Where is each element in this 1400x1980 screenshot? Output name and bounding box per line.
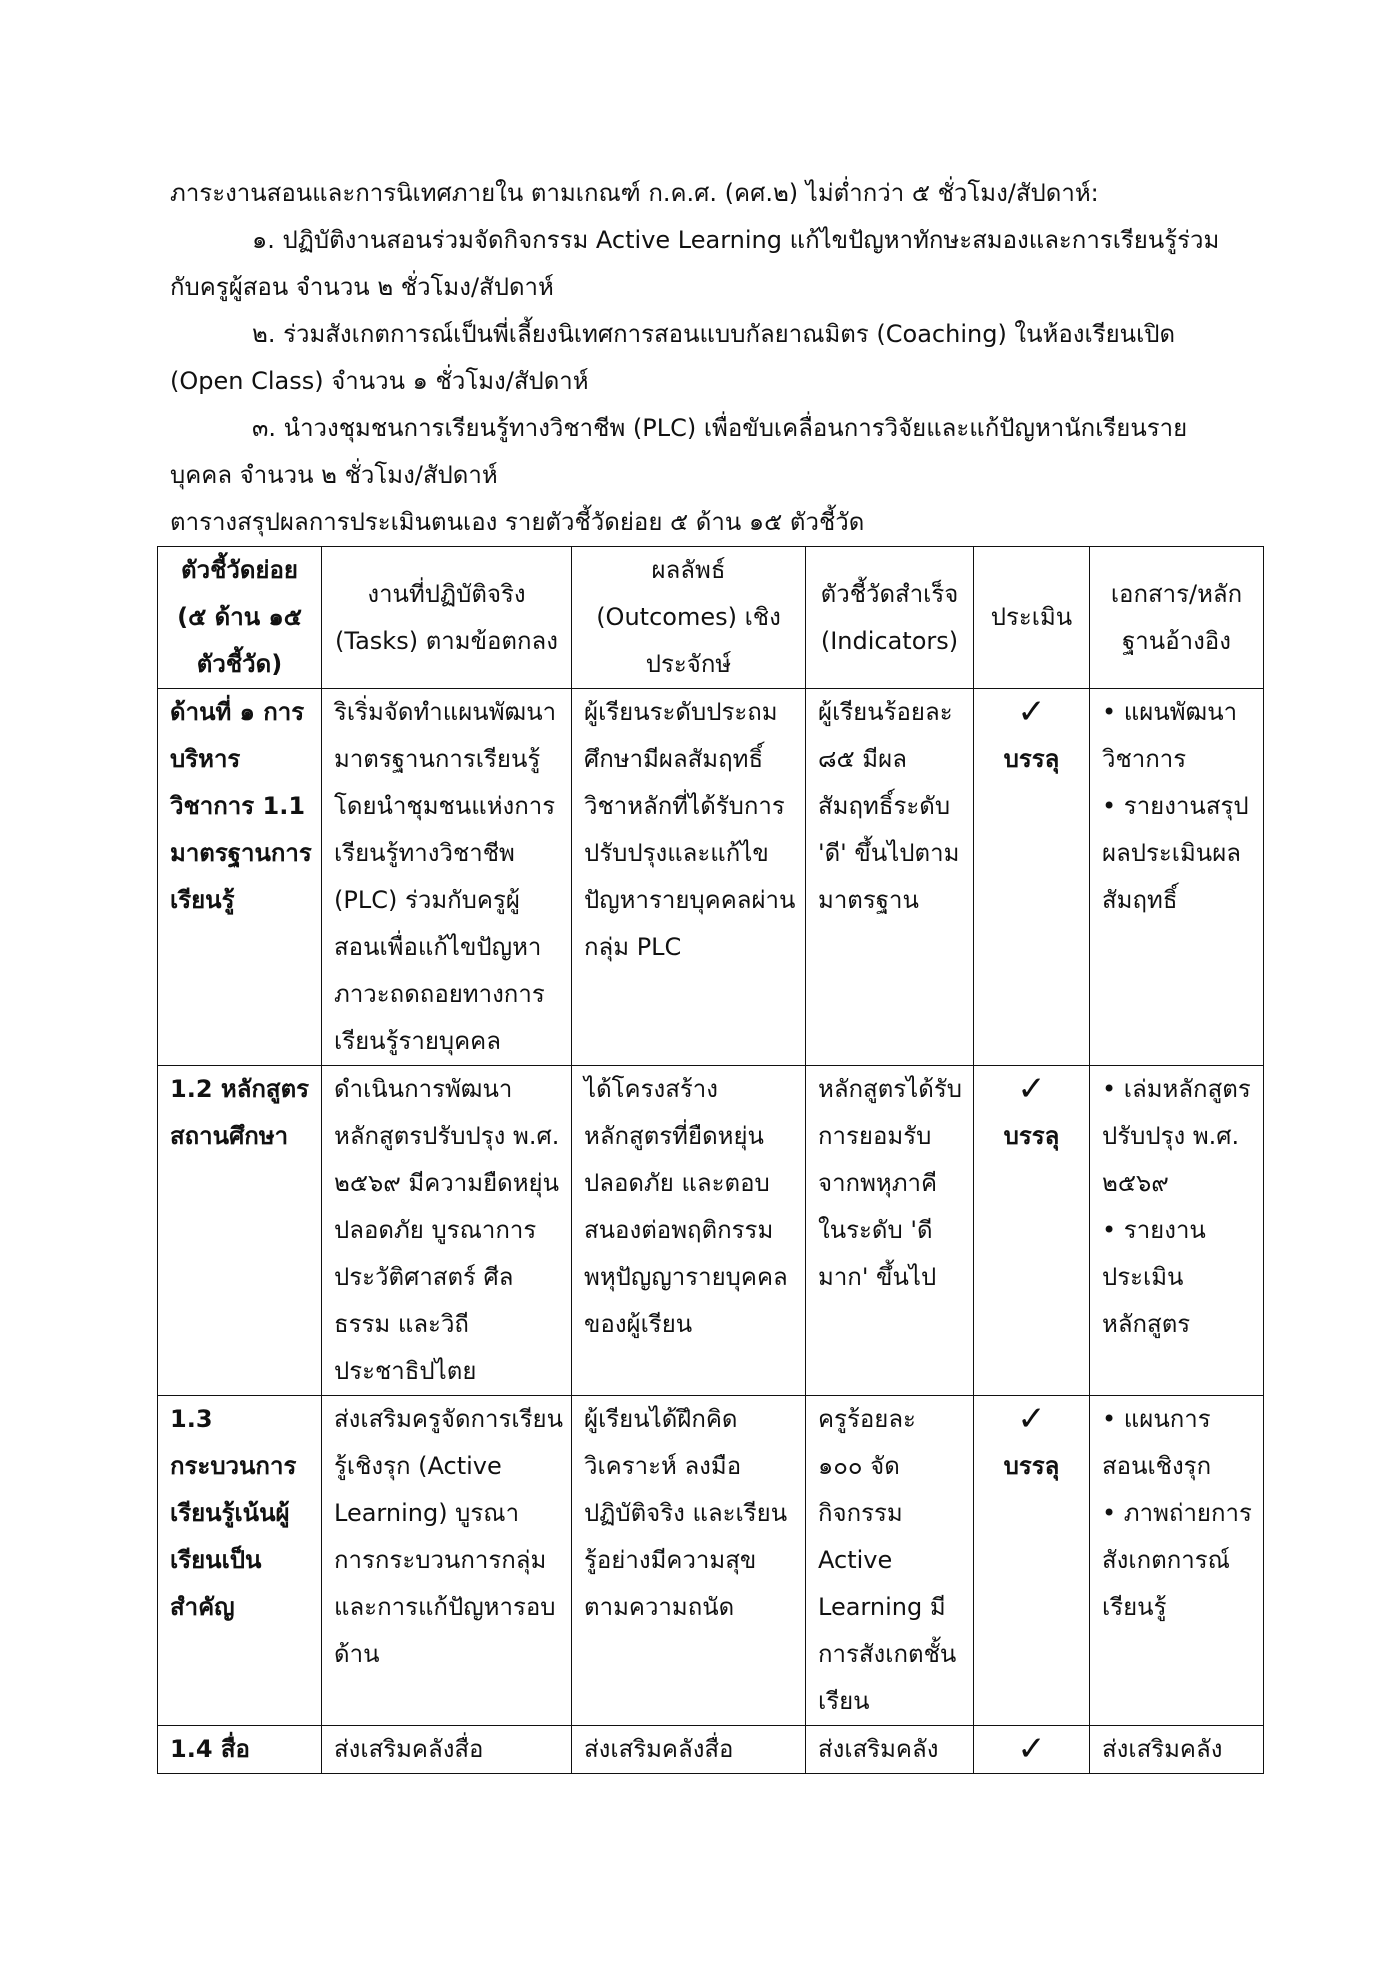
evidence-item: • รายงานประเมินหลักสูตร [1102, 1207, 1255, 1348]
task-cell: ส่งเสริมครูจัดการเรียนรู้เชิงรุก (Active Learning) บูรณาการกระบวนการกลุ่มและการแก้ปัญหารอบด้าน [322, 1396, 572, 1726]
checkmark-icon: ✓ [1017, 1729, 1046, 1769]
assessment-result: บรรลุ [1003, 1122, 1060, 1150]
outcome-cell: ได้โครงสร้างหลักสูตรที่ยืดหยุ่น ปลอดภัย และตอบสนองต่อพฤติกรรมพหุปัญญารายบุคคลของผู้เรียน [572, 1066, 806, 1396]
evidence-cell [1090, 689, 1264, 1066]
checkmark-icon: ✓ [1017, 1069, 1046, 1109]
workload-item-2 [170, 311, 1240, 405]
assessment-cell [974, 1066, 1090, 1396]
success-cell: หลักสูตรได้รับการยอมรับจากพหุภาคีในระดับ 'ดีมาก' ขึ้นไป [806, 1066, 974, 1396]
table-row [158, 1396, 1264, 1726]
header-success-indicators: ตัวชี้วัดสำเร็จ (Indicators) [806, 547, 974, 689]
evidence-cell [1090, 1396, 1264, 1726]
assessment-cell [974, 1396, 1090, 1726]
task-cell: ส่งเสริมคลังสื่อ [322, 1726, 572, 1774]
indicator-cell: 1.3 กระบวนการเรียนรู้เน้นผู้เรียนเป็นสำคัญ [158, 1396, 322, 1726]
header-assessment: ประเมิน [974, 547, 1090, 689]
evidence-cell: ส่งเสริมคลัง [1090, 1726, 1264, 1774]
self-assessment-table [157, 546, 1264, 1774]
indicator-cell: ด้านที่ ๑ การบริหารวิชาการ 1.1 มาตรฐานการเรียนรู้ [158, 689, 322, 1066]
success-cell: ครูร้อยละ ๑๐๐ จัดกิจกรรม Active Learning มีการสังเกตชั้นเรียน [806, 1396, 974, 1726]
outcome-cell: ผู้เรียนระดับประถมศึกษามีผลสัมฤทธิ์วิชาหลักที่ได้รับการปรับปรุงและแก้ไขปัญหารายบุคคลผ่านกลุ่ม PLC [572, 689, 806, 1066]
table-row [158, 1726, 1264, 1774]
assessment-cell [974, 1726, 1090, 1774]
assessment-result: บรรลุ [1003, 745, 1060, 773]
checkmark-icon: ✓ [1017, 692, 1046, 732]
intro-paragraph: ภาระงานสอนและการนิเทศภายใน ตามเกณฑ์ ก.ค.ศ. (คศ.๒) ไม่ต่ำกว่า ๕ ชั่วโมง/สัปดาห์: [170, 179, 1099, 207]
workload-item-1-text: ๑. ปฏิบัติงานสอนร่วมจัดกิจกรรม Active Learning แก้ไขปัญหาทักษะสมองและการเรียนรู้ร่วมกับครูผู้สอน จำนวน ๒ ชั่วโมง/สัปดาห์ [170, 226, 1220, 301]
workload-item-2-text: ๒. ร่วมสังเกตการณ์เป็นพี่เลี้ยงนิเทศการสอนแบบกัลยาณมิตร (Coaching) ในห้องเรียนเปิด (Open Class) จำนวน ๑ ชั่วโมง/สัปดาห์ [170, 320, 1176, 395]
evidence-item: • รายงานสรุปผลประเมินผลสัมฤทธิ์ [1102, 783, 1255, 924]
header-outcomes: ผลลัพธ์ (Outcomes) เชิงประจักษ์ [572, 547, 806, 689]
table-row [158, 1066, 1264, 1396]
task-cell: ดำเนินการพัฒนาหลักสูตรปรับปรุง พ.ศ. ๒๕๖๙ มีความยืดหยุ่น ปลอดภัย บูรณาการประวัติศาสตร์ ศีลธรรม และวิถีประชาธิปไตย [322, 1066, 572, 1396]
indicator-cell: 1.4 สื่อ [158, 1726, 322, 1774]
indicator-cell: 1.2 หลักสูตรสถานศึกษา [158, 1066, 322, 1396]
workload-item-1 [170, 217, 1240, 311]
table-row [158, 689, 1264, 1066]
success-cell: ส่งเสริมคลัง [806, 1726, 974, 1774]
evidence-item: • แผนการสอนเชิงรุก [1102, 1396, 1255, 1490]
workload-item-3-text: ๓. นำวงชุมชนการเรียนรู้ทางวิชาชีพ (PLC) เพื่อขับเคลื่อนการวิจัยและแก้ปัญหานักเรียนรายบุคคล จำนวน ๒ ชั่วโมง/สัปดาห์ [170, 414, 1188, 489]
assessment-result: บรรลุ [1003, 1452, 1060, 1480]
table-caption: ตารางสรุปผลการประเมินตนเอง รายตัวชี้วัดย่อย ๕ ด้าน ๑๕ ตัวชี้วัด [170, 508, 865, 536]
evidence-cell [1090, 1066, 1264, 1396]
assessment-cell [974, 689, 1090, 1066]
outcome-cell: ผู้เรียนได้ฝึกคิดวิเคราะห์ ลงมือปฏิบัติจริง และเรียนรู้อย่างมีความสุขตามความถนัด [572, 1396, 806, 1726]
evidence-item: • ภาพถ่ายการสังเกตการณ์เรียนรู้ [1102, 1490, 1255, 1631]
table-header-row [158, 547, 1264, 689]
task-cell: ริเริ่มจัดทำแผนพัฒนามาตรฐานการเรียนรู้ โดยนำชุมชนแห่งการเรียนรู้ทางวิชาชีพ (PLC) ร่วมกับครูผู้สอนเพื่อแก้ไขปัญหาภาวะถดถอยทางการเรียนรู้รายบุคคล [322, 689, 572, 1066]
checkmark-icon: ✓ [1017, 1399, 1046, 1439]
header-tasks: งานที่ปฏิบัติจริง (Tasks) ตามข้อตกลง [322, 547, 572, 689]
success-cell: ผู้เรียนร้อยละ ๘๕ มีผลสัมฤทธิ์ระดับ 'ดี' ขึ้นไปตามมาตรฐาน [806, 689, 974, 1066]
outcome-cell: ส่งเสริมคลังสื่อ [572, 1726, 806, 1774]
evidence-item: • เล่มหลักสูตรปรับปรุง พ.ศ. ๒๕๖๙ [1102, 1066, 1255, 1207]
header-evidence: เอกสาร/หลักฐานอ้างอิง [1090, 547, 1264, 689]
evidence-item: • แผนพัฒนาวิชาการ [1102, 689, 1255, 783]
workload-item-3 [170, 405, 1240, 499]
header-indicator: ตัวชี้วัดย่อย (๕ ด้าน ๑๕ ตัวชี้วัด) [158, 547, 322, 689]
